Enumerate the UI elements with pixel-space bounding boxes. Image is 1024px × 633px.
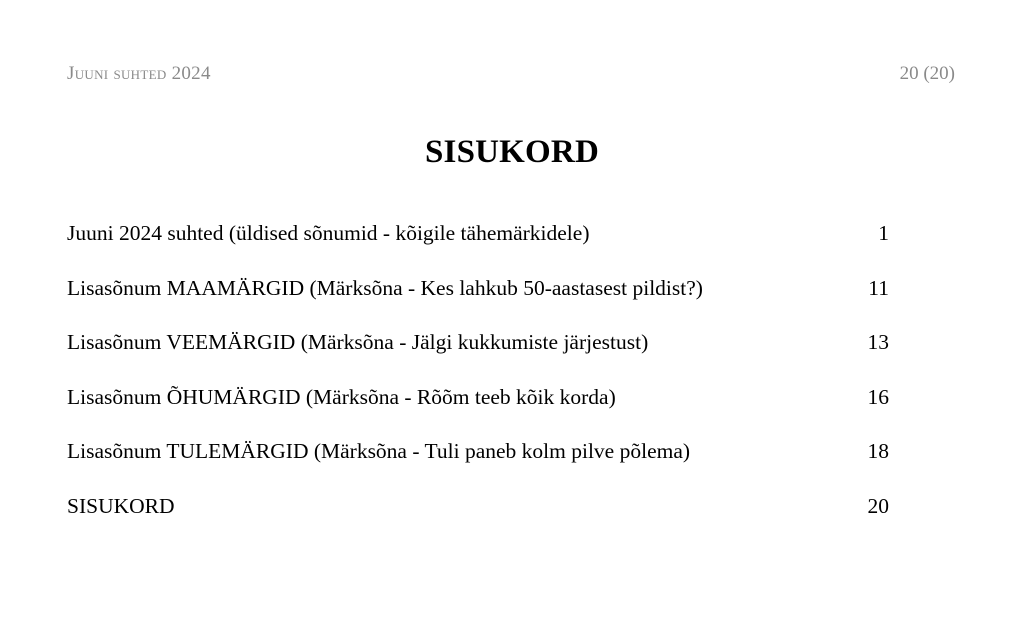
toc-entry-label: SISUKORD <box>67 493 175 518</box>
running-header-page-number: 20 (20) <box>899 63 955 84</box>
toc-entry[interactable] <box>67 439 889 494</box>
running-header-title: Juuni suhted 2024 <box>67 63 211 84</box>
toc-entry-page: 13 <box>867 330 889 354</box>
toc-entry-label: Lisasõnum MAAMÄRGID (Märksõna - Kes lahkub 50-aastasest pildist?) <box>67 275 703 300</box>
toc-entry-label: Juuni 2024 suhted (üldised sõnumid - kõigile tähemärkidele) <box>67 221 590 245</box>
toc-entry-label: Lisasõnum VEEMÄRGID (Märksõna - Jälgi kukkumiste järjestust) <box>67 330 649 354</box>
toc-entry[interactable] <box>67 221 889 276</box>
toc-entry-label: Lisasõnum ÕHUMÄRGID (Märksõna - Rõõm teeb kõik korda) <box>67 384 616 409</box>
toc-entry-page: 20 <box>867 493 889 518</box>
toc-entry-label: Lisasõnum TULEMÄRGID (Märksõna - Tuli paneb kolm pilve põlema) <box>67 439 691 463</box>
toc-entry-page: 1 <box>878 221 889 245</box>
toc-entry-page: 16 <box>867 384 889 409</box>
page-title: SISUKORD <box>425 134 599 170</box>
toc-entry-page: 18 <box>867 439 889 463</box>
toc-entry[interactable] <box>67 385 889 440</box>
table-of-contents <box>67 221 889 548</box>
toc-entry[interactable] <box>67 494 889 549</box>
toc-entry-page: 11 <box>868 275 889 300</box>
toc-entry[interactable] <box>67 330 889 385</box>
toc-entry[interactable] <box>67 276 889 331</box>
